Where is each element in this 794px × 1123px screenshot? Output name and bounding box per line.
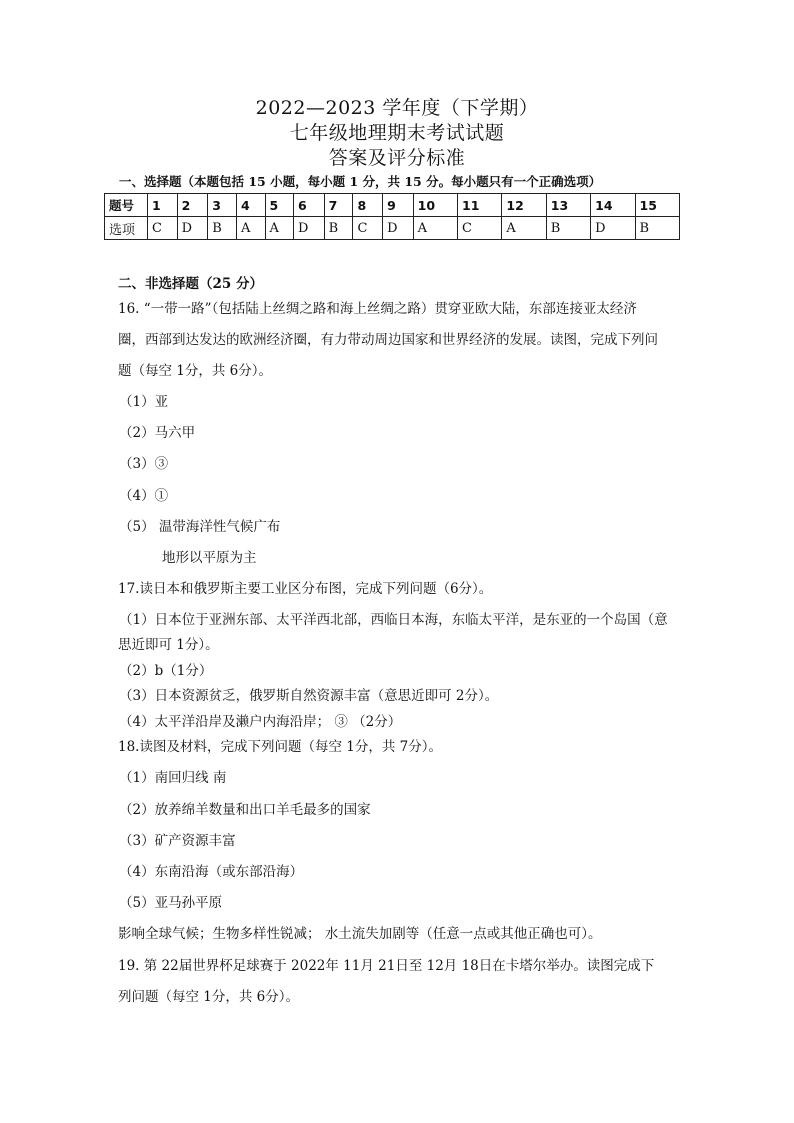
q16-stem-line-1: 16. “一带一路”（包括陆上丝绸之路和海上丝绸之路）贯穿亚欧大陆，东部连接亚太经济 [118, 301, 637, 317]
answer-option-cell: B [635, 217, 679, 240]
q16-stem-line-3: 题（每空 1分，共 6分）。 [118, 363, 273, 379]
q18-answer-1: （1）南回归线 南 [119, 770, 227, 786]
question-number-cell: 3 [208, 194, 237, 217]
answer-option-cell: A [502, 217, 546, 240]
question-number-cell: 2 [177, 194, 208, 217]
q16-stem-line-2: 圈，西部到达发达的欧洲经济圈，有力带动周边国家和世界经济的发展。读图，完成下列问 [118, 332, 658, 348]
answer-option-cell: A [237, 217, 266, 240]
row-label-options: 选项 [105, 217, 148, 240]
answer-option-cell: B [208, 217, 237, 240]
q16-answer-2: （2）马六甲 [119, 425, 196, 441]
q17-answer-4: （4）太平洋沿岸及濑户内海沿岸； ③ （2分） [119, 714, 402, 730]
title-answer-key: 答案及评分标准 [328, 147, 466, 169]
answer-table-number-row [105, 194, 680, 217]
q18-stem: 18.读图及材料，完成下列问题（每空 1分，共 7分）。 [118, 739, 442, 755]
answer-option-cell: D [294, 217, 325, 240]
q16-answer-5: （5） 温带海洋性气候广布 [119, 519, 281, 535]
answer-option-cell: C [353, 217, 383, 240]
q18-answer-2: （2）放养绵羊数量和出口羊毛最多的国家 [119, 802, 371, 818]
question-number-cell: 9 [383, 194, 414, 217]
question-number-cell: 15 [635, 194, 679, 217]
answer-option-cell: A [265, 217, 294, 240]
question-number-cell: 1 [148, 194, 178, 217]
q17-stem: 17.读日本和俄罗斯主要工业区分布图，完成下列问题（6分）。 [118, 581, 493, 597]
q16-answer-4: （4）① [119, 488, 169, 504]
answer-option-cell: D [177, 217, 208, 240]
answer-option-cell: B [324, 217, 353, 240]
title-exam-name: 七年级地理期末考试试题 [289, 122, 505, 144]
question-number-cell: 5 [265, 194, 294, 217]
answer-option-cell: A [413, 217, 457, 240]
answer-table [104, 193, 680, 240]
question-number-cell: 6 [294, 194, 325, 217]
q16-answer-1: （1）亚 [119, 394, 169, 410]
question-number-cell: 12 [502, 194, 546, 217]
question-number-cell: 8 [353, 194, 383, 217]
question-number-cell: 7 [324, 194, 353, 217]
question-number-cell: 13 [546, 194, 590, 217]
q17-answer-1-line-2: 思近即可 1分）。 [118, 637, 219, 653]
question-number-cell: 11 [458, 194, 502, 217]
answer-option-cell: B [546, 217, 590, 240]
q16-answer-3: （3）③ [119, 456, 169, 472]
q18-answer-3: （3）矿产资源丰富 [119, 833, 236, 849]
question-number-cell: 4 [237, 194, 266, 217]
row-label-numbers: 题号 [105, 194, 148, 217]
question-number-cell: 14 [591, 194, 635, 217]
answer-option-cell: D [591, 217, 635, 240]
title-year: 2022—2023 学年度（下学期） [255, 97, 539, 119]
q18-answer-6: 影响全球气候；生物多样性锐减； 水土流失加剧等（任意一点或其他正确也可）。 [118, 926, 602, 942]
question-number-cell: 10 [413, 194, 457, 217]
q16-answer-5b: 地形以平原为主 [162, 550, 257, 566]
document-title [0, 96, 794, 171]
q17-answer-1-line-1: （1）日本位于亚洲东部、太平洋西北部，西临日本海，东临太平洋，是东亚的一个岛国（意 [119, 612, 668, 628]
section-1-heading: 一、选择题（本题包括 15 小题，每小题 1 分，共 15 分。每小题只有一个正确选项） [119, 174, 602, 189]
q19-stem-line-2: 列问题（每空 1分，共 6分）。 [118, 989, 300, 1005]
answer-option-cell: D [383, 217, 414, 240]
answer-option-cell: C [458, 217, 502, 240]
q18-answer-5: （5）亚马孙平原 [119, 895, 223, 911]
q17-answer-2: （2）b（1分） [119, 663, 213, 679]
q18-answer-4: （4）东南沿海（或东部沿海） [119, 864, 304, 880]
q19-stem-line-1: 19. 第 22届世界杯足球赛于 2022年 11月 21日至 12月 18日在卡塔尔举办。读图完成下 [118, 958, 655, 974]
answer-table-option-row [105, 217, 680, 240]
section-2-heading: 二、非选择题（25 分） [118, 276, 263, 292]
answer-option-cell: C [148, 217, 178, 240]
q17-answer-3: （3）日本资源贫乏，俄罗斯自然资源丰富（意思近即可 2分）。 [119, 688, 499, 704]
